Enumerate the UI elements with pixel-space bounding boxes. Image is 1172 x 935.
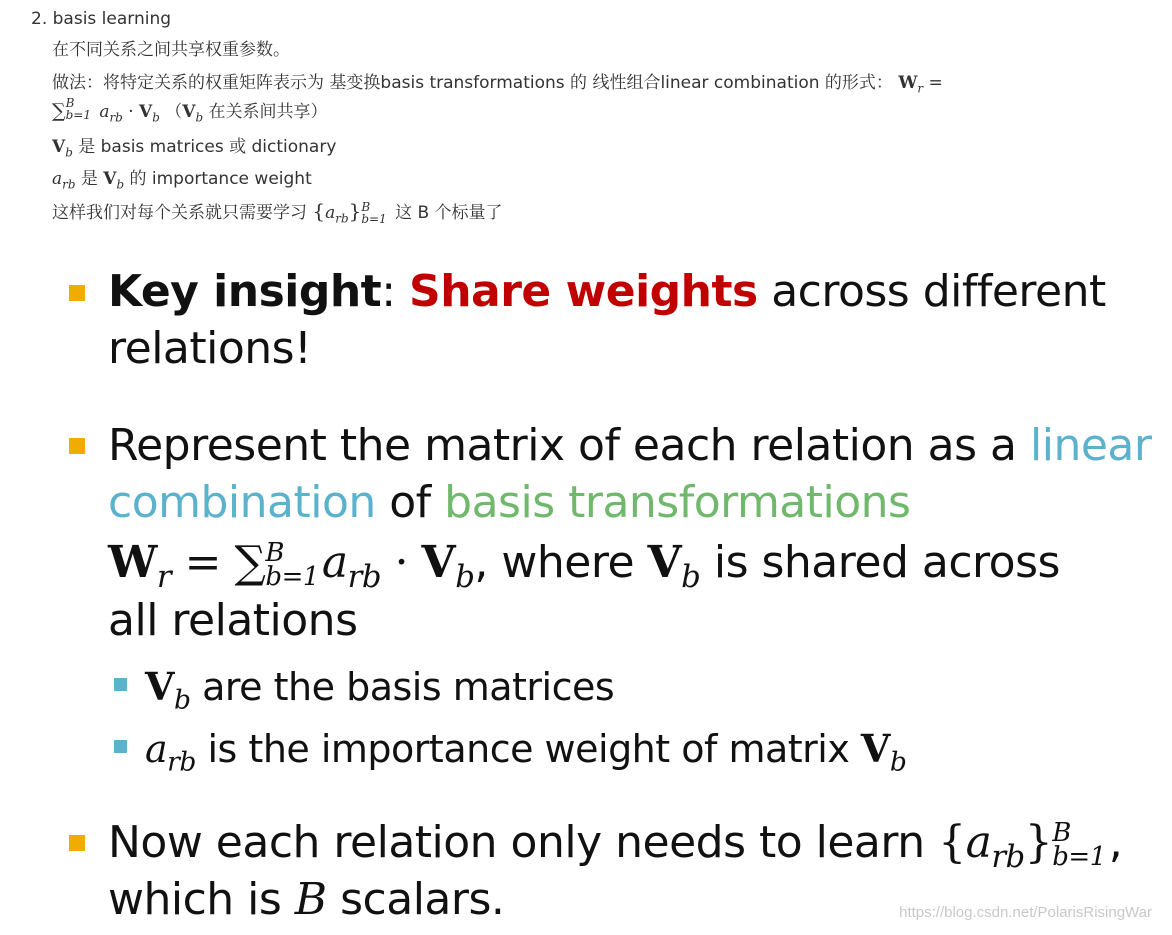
bullet-1-line-2: relations! <box>108 323 312 374</box>
sub-bullet-2: $a_{rb}$ is the importance weight of matrix $V_b$ <box>145 726 907 778</box>
set-limits: B b=1 <box>1052 818 1106 872</box>
notes-line-4: $V_b$ 是 basis matrices 或 dictionary <box>52 137 337 160</box>
sum-symbol: ∑ <box>52 100 66 122</box>
bullet-2-line-4: all relations <box>108 595 358 646</box>
sub-bullet-marker <box>114 740 127 753</box>
notes-line-5: $a_{rb}$ 是 $V_b$ 的 importance weight <box>52 169 312 192</box>
sub-bullet-marker <box>114 678 127 691</box>
bullet-marker <box>69 835 85 851</box>
watermark: https://blog.csdn.net/PolarisRisingWar <box>899 904 1152 921</box>
set-limits: B b=1 <box>361 200 387 226</box>
notes-heading: 2. basis learning <box>31 9 172 29</box>
sub-bullet-1: $V_b$ are the basis matrices <box>145 664 615 716</box>
bullet-3-line-2: which is B scalars. <box>108 874 505 925</box>
bullet-2-equation: $W_r$ = ∑ B b=1 $a_{rb} \cdot V_b$, where $V_b$ is shared across <box>108 537 1060 595</box>
notes-line-3: ∑ B b=1 $a_{rb} \cdot V_b$ （$V_b$ 在关系间共享） <box>52 96 328 125</box>
bullet-marker <box>69 285 85 301</box>
slide-section <box>0 235 1172 935</box>
sum-limits: B b=1 <box>65 96 91 122</box>
bullet-marker <box>69 438 85 454</box>
notes-line-2: 做法：将特定关系的权重矩阵表示为 基变换basis transformations 的 线性组合linear combination 的形式： $W_r$ = <box>52 73 943 96</box>
big-sum-limits: B b=1 <box>265 538 319 592</box>
bullet-1-line-1: Key insight: Share weights across different <box>108 266 1106 317</box>
notes-section <box>0 0 1172 235</box>
bullet-2-line-1: Represent the matrix of each relation as a linear <box>108 420 1152 471</box>
math-W: W <box>898 73 918 93</box>
bullet-2-line-2: combination of basis transformations <box>108 477 911 528</box>
notes-line-6: 这样我们对每个关系就只需要学习 $\{a_{rb}\}$ B b=1 这 B 个标量了 <box>52 199 503 226</box>
notes-line-1: 在不同关系之间共享权重参数。 <box>52 40 290 60</box>
bullet-3-line-1: Now each relation only needs to learn $\{a_{rb}\}$ B b=1 , <box>108 817 1123 875</box>
